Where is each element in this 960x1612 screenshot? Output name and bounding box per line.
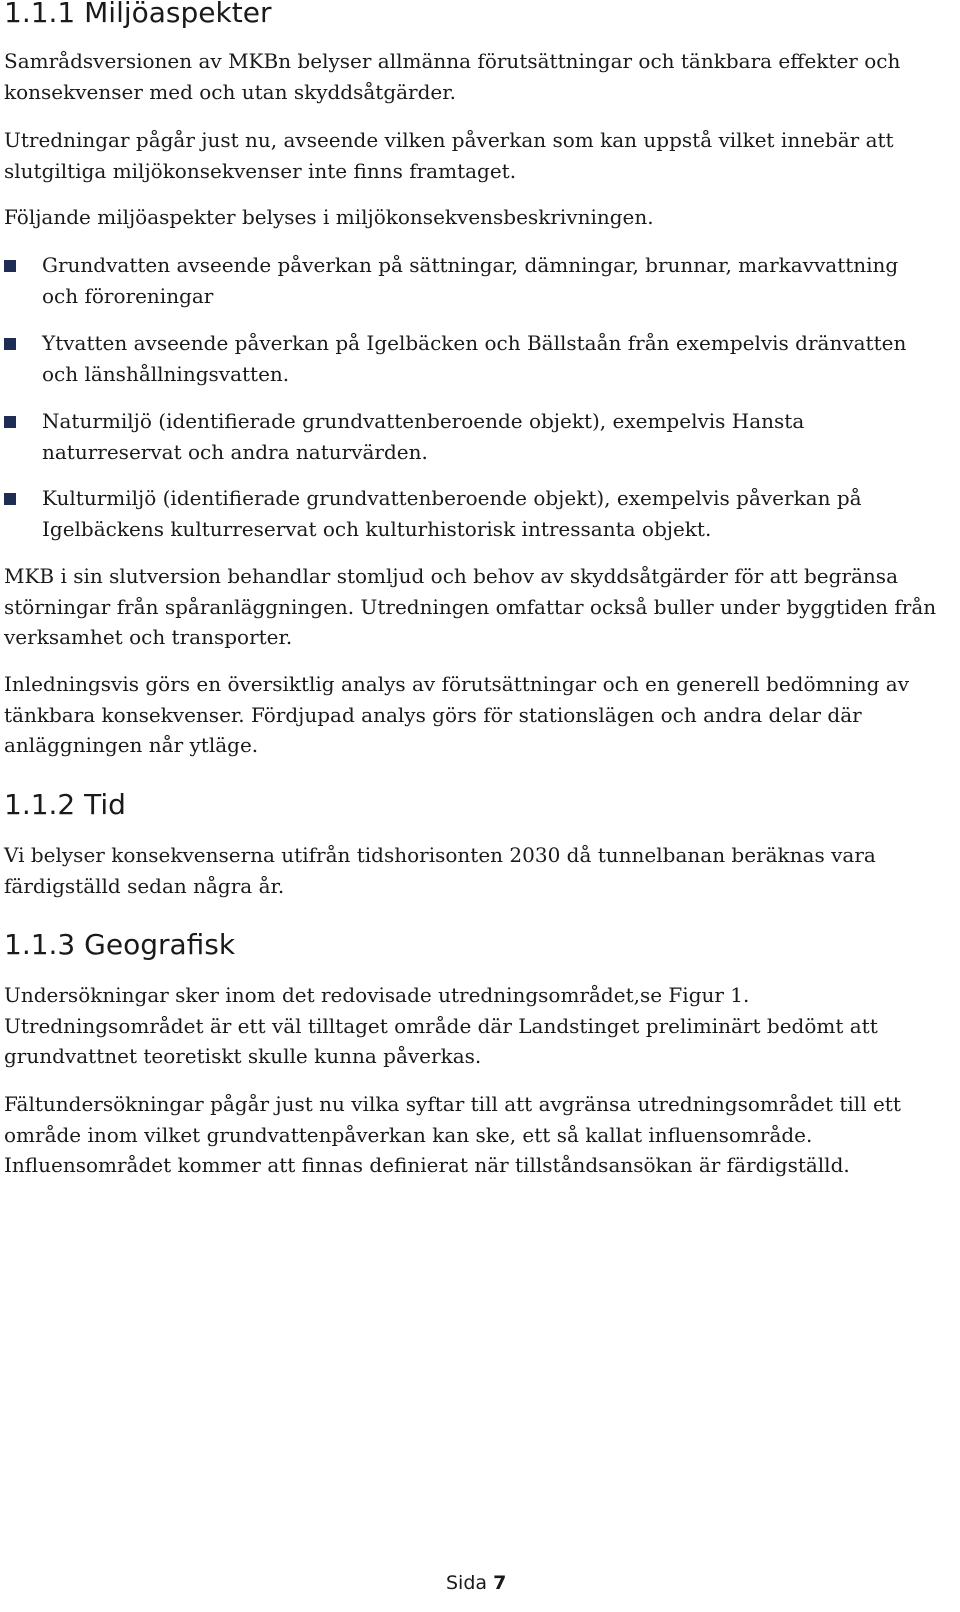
bullet-square-icon: [4, 338, 16, 350]
bullet-square-icon: [4, 260, 16, 272]
list-item-text: Naturmiljö (identifierade grundvattenberoende objekt), exempelvis Hansta naturreservat och andra naturvärden.: [42, 409, 805, 464]
paragraph-inledningsvis: Inledningsvis görs en översiktlig analys av förutsättningar och en generell bedömning av tänkbara konsekvenser. Fördjupad analys görs för stationslägen och andra delar där anläggningen når ytläge.: [4, 672, 910, 757]
paragraph-faltundersokningar: Fältundersökningar pågår just nu vilka syftar till att avgränsa utredningsområdet till ett område inom vilket grundvattenpåverkan kan ske, ett så kallat influensområde. Influensområdet kommer att finnas definierat när tillståndsansökan är färdigställd.: [4, 1092, 901, 1177]
list-item: [4, 250, 914, 328]
section-heading-tid: 1.1.2 Tid: [4, 788, 126, 821]
paragraph-tidshorisont: Vi belyser konsekvenserna utifrån tidshorisonten 2030 då tunnelbanan beräknas vara färdigställd sedan några år.: [4, 843, 876, 898]
paragraph-mkb-slutversion: MKB i sin slutversion behandlar stomljud och behov av skyddsåtgärder för att begränsa störningar från spåranläggningen. Utredningen omfattar också buller under byggtiden från verksamhet och transporter.: [4, 564, 937, 649]
section-heading-miljoaspekter: 1.1.1 Miljöaspekter: [4, 0, 272, 29]
list-item: [4, 483, 914, 544]
list-item-text: Grundvatten avseende påverkan på sättningar, dämningar, brunnar, markavvattning och föroreningar: [42, 253, 899, 308]
paragraph-utredningar: Utredningar pågår just nu, avseende vilken påverkan som kan uppstå vilket innebär att slutgiltiga miljökonsekvenser inte finns framtaget.: [4, 128, 894, 183]
footer-label: Sida: [446, 1572, 488, 1594]
bullet-square-icon: [4, 416, 16, 428]
paragraph-foljande: Följande miljöaspekter belyses i miljökonsekvensbeskrivningen.: [4, 205, 654, 229]
paragraph-samradsversionen: Samrådsversionen av MKBn belyser allmänna förutsättningar och tänkbara effekter och konsekvenser med och utan skyddsåtgärder.: [4, 49, 901, 104]
list-item: [4, 406, 914, 483]
list-item-text: Ytvatten avseende påverkan på Igelbäcken och Bällstaån från exempelvis dränvatten och länshållningsvatten.: [42, 331, 907, 386]
list-item: [4, 328, 914, 406]
bullet-square-icon: [4, 493, 16, 505]
paragraph-undersokningar: Undersökningar sker inom det redovisade utredningsområdet,se Figur 1. Utredningsområdet är ett väl tilltaget område där Landstinget preliminärt bedömt att grundvattnet teoretiskt skulle kunna påverkas.: [4, 983, 878, 1068]
page-number: 7: [493, 1572, 507, 1594]
section-heading-geografisk: 1.1.3 Geografisk: [4, 928, 236, 961]
environmental-aspects-list: [4, 250, 914, 544]
list-item-text: Kulturmiljö (identifierade grundvattenberoende objekt), exempelvis påverkan på Igelbäckens kulturreservat och kulturhistorisk intressanta objekt.: [42, 486, 862, 541]
page-footer: [446, 1572, 506, 1594]
